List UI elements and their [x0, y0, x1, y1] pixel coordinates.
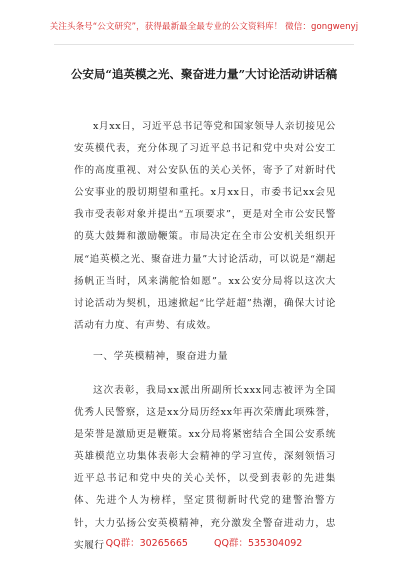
document-title: 公安局“追英模之光、聚奋进力量”大讨论活动讲话稿: [70, 67, 338, 81]
footer-qq-group-2: QQ群：535304092: [214, 538, 303, 549]
header-banner: 关注头条号“公文研究”，获得最新最全最专业的公文资料库！ 微信：gongwenyj: [49, 22, 359, 32]
paragraph-section-1: 这次表彰，我局xx派出所副所长xxx同志被评为全国优秀人民警察，这是xx分局历经xx年再次荣膺此项殊誉，是荣誉是激励更是鞭策。xx分局将紧密结合全国公安系统英雄模范立功集体表彰大会精神的学习宣传，深刻领悟习近平总书记和党中央的关心关怀，以受到表彰的先进集体、先进个人为榜样，坚定贯彻新时代党的建警治警方针，大力弘扬公安英模精神，充分激发全警奋进动力，忠实履行: [74, 385, 336, 551]
paragraph-intro: x月xx日，习近平总书记等党和国家领导人亲切接见公安英模代表，充分体现了习近平总书记和党中央对公安工作的高度重视、对公安队伍的关心关怀，寄予了对新时代公安事业的殷切期望和重托。x月xx日，市委书记xx会见我市受表彰对象并提出“五项要求”，更是对全市公安民警的莫大鼓舞和激励鞭策。市局决定在全市公安机关组织开展“追英模之光、聚奋进力量”大讨论活动，可以说是“潮起扬帆正当时，风来满舵恰如愿”。xx公安分局将以这次大讨论活动为契机，迅速掀起“比学赶超”热潮，确保大讨论活动有力度、有声势、有成效。: [74, 121, 336, 331]
footer-qq-group-1: QQ群：30265665: [105, 538, 188, 549]
section-heading-1: 一、学英模精神，聚奋进力量: [93, 351, 229, 362]
header-divider: [54, 44, 354, 45]
footer-contact: [0, 535, 408, 549]
